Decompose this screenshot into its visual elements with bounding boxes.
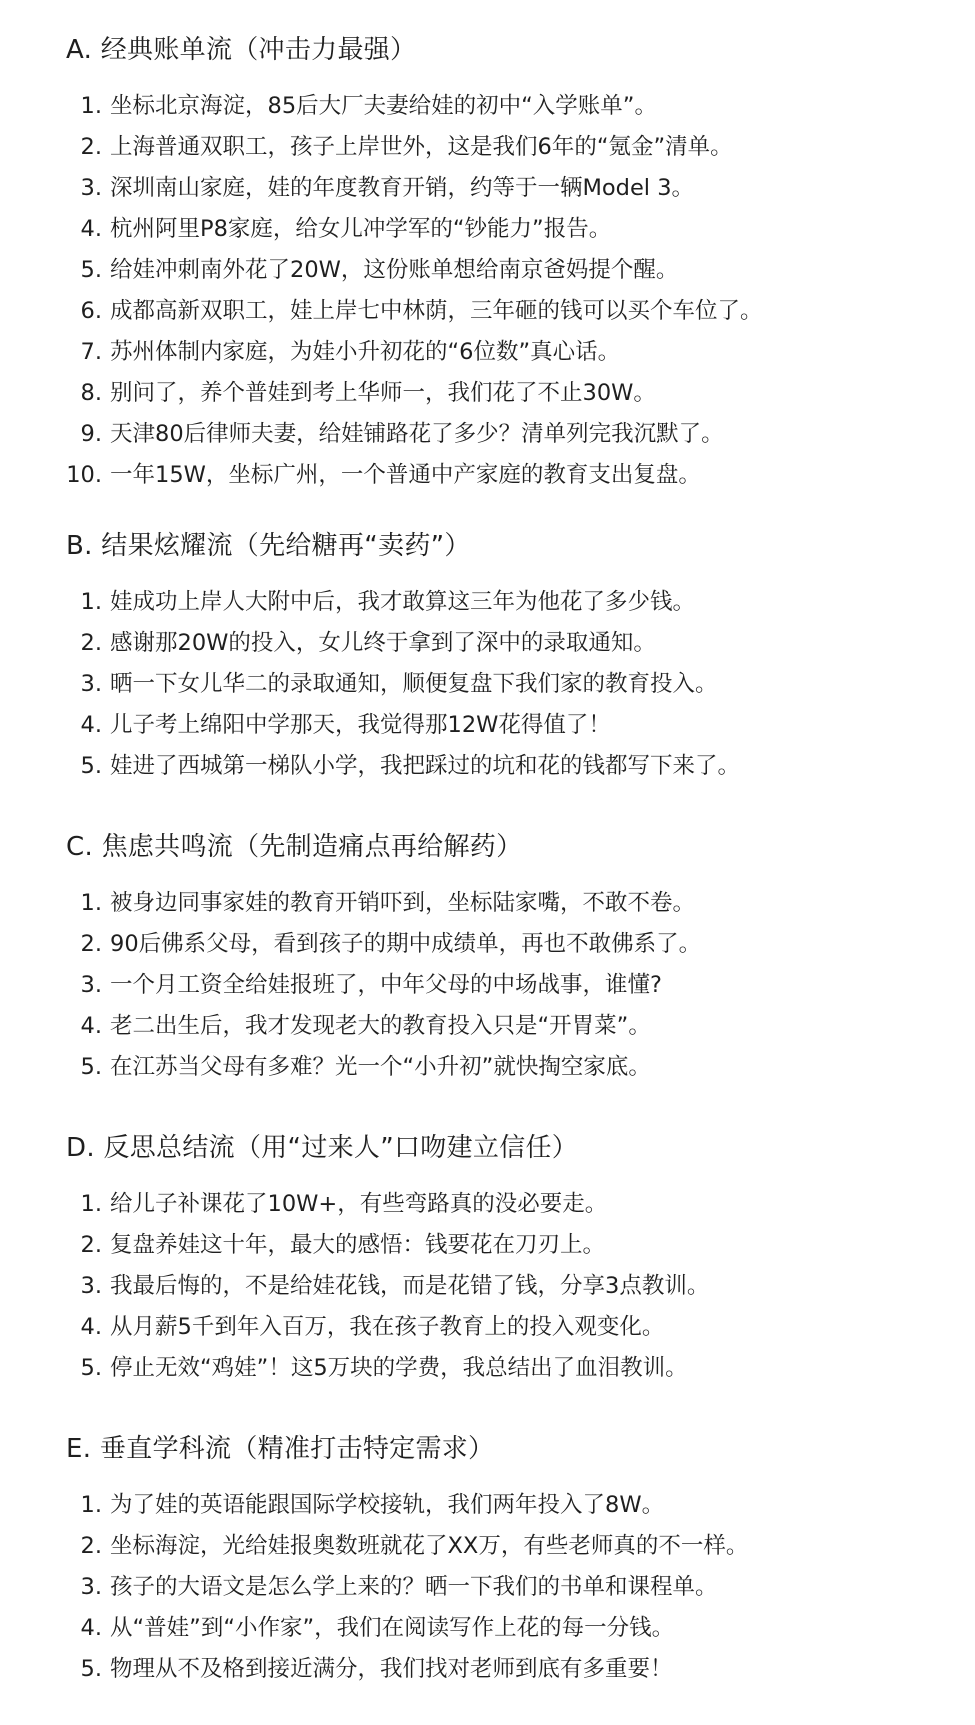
list-item: [66, 1567, 975, 1608]
item-text: 上海普通双职工，孩子上岸世外，这是我们6年的“氪金”清单。: [110, 134, 733, 160]
list-item: [66, 1266, 975, 1307]
list-item: [66, 965, 975, 1006]
section-b: [66, 524, 975, 825]
item-number: 1.: [80, 93, 102, 119]
item-text: 90后佛系父母，看到孩子的期中成绩单，再也不敢佛系了。: [110, 931, 702, 957]
item-number: 10.: [66, 462, 102, 488]
item-number: 5.: [80, 753, 102, 779]
item-text: 一个月工资全给娃报班了，中年父母的中场战事，谁懂?: [110, 972, 662, 998]
item-number: 4.: [80, 1314, 102, 1340]
item-text: 物理从不及格到接近满分，我们找对老师到底有多重要！: [110, 1656, 673, 1682]
item-text: 给娃冲刺南外花了20W，这份账单想给南京爸妈提个醒。: [110, 257, 679, 283]
list-item: [66, 455, 975, 496]
item-list: [66, 1485, 975, 1690]
list-item: [66, 291, 975, 332]
item-number: 5.: [80, 257, 102, 283]
item-text: 苏州体制内家庭，为娃小升初花的“6位数”真心话。: [110, 339, 621, 365]
item-list: [66, 883, 975, 1088]
list-item: [66, 1225, 975, 1266]
item-number: 2.: [80, 931, 102, 957]
item-number: 4.: [80, 216, 102, 242]
item-number: 1.: [80, 1191, 102, 1217]
list-item: [66, 373, 975, 414]
item-text: 老二出生后，我才发现老大的教育投入只是“开胃菜”。: [110, 1013, 651, 1039]
list-item: [66, 705, 975, 746]
item-text: 停止无效“鸡娃”！这5万块的学费，我总结出了血泪教训。: [110, 1355, 688, 1381]
item-number: 2.: [80, 1232, 102, 1258]
item-text: 从月薪5千到年入百万，我在孩子教育上的投入观变化。: [110, 1314, 665, 1340]
list-item: [66, 1047, 975, 1088]
list-item: [66, 1526, 975, 1567]
item-number: 8.: [80, 380, 102, 406]
item-text: 孩子的大语文是怎么学上来的？晒一下我们的书单和课程单。: [110, 1574, 718, 1600]
item-text: 被身边同事家娃的教育开销吓到，坐标陆家嘴，不敢不卷。: [110, 890, 696, 916]
item-text: 儿子考上绵阳中学那天，我觉得那12W花得值了！: [110, 712, 611, 738]
list-item: [66, 1485, 975, 1526]
item-list: [66, 86, 975, 496]
item-text: 别问了，养个普娃到考上华师一，我们花了不止30W。: [110, 380, 656, 406]
section-e: [66, 1427, 975, 1682]
item-text: 杭州阿里P8家庭，给女儿冲学军的“钞能力”报告。: [110, 216, 612, 242]
item-text: 娃成功上岸人大附中后，我才敢算这三年为他花了多少钱。: [110, 589, 696, 615]
list-item: [66, 664, 975, 705]
list-item: [66, 1184, 975, 1225]
item-number: 1.: [80, 589, 102, 615]
section-title: E. 垂直学科流（精准打击特定需求）: [66, 1434, 495, 1464]
item-text: 给儿子补课花了10W+，有些弯路真的没必要走。: [110, 1191, 608, 1217]
list-item: [66, 127, 975, 168]
item-number: 1.: [80, 890, 102, 916]
list-item: [66, 168, 975, 209]
item-number: 5.: [80, 1355, 102, 1381]
item-number: 7.: [80, 339, 102, 365]
item-number: 1.: [80, 1492, 102, 1518]
list-item: [66, 250, 975, 291]
list-item: [66, 332, 975, 373]
item-number: 4.: [80, 712, 102, 738]
item-text: 感谢那20W的投入，女儿终于拿到了深中的录取通知。: [110, 630, 656, 656]
item-text: 坐标海淀，光给娃报奥数班就花了XX万，有些老师真的不一样。: [110, 1533, 749, 1559]
item-number: 3.: [80, 671, 102, 697]
list-item: [66, 1348, 975, 1389]
list-item: [66, 414, 975, 455]
item-number: 3.: [80, 1273, 102, 1299]
item-number: 3.: [80, 1574, 102, 1600]
section-c: [66, 825, 975, 1126]
item-number: 4.: [80, 1013, 102, 1039]
section-title: C. 焦虑共鸣流（先制造痛点再给解药）: [66, 832, 523, 862]
item-text: 一年15W，坐标广州，一个普通中产家庭的教育支出复盘。: [110, 462, 701, 488]
list-item: [66, 582, 975, 623]
item-text: 在江苏当父母有多难？光一个“小升初”就快掏空家底。: [110, 1054, 651, 1080]
list-item: [66, 623, 975, 664]
list-item: [66, 746, 975, 787]
section-title: D. 反思总结流（用“过来人”口吻建立信任）: [66, 1133, 579, 1163]
list-item: [66, 1006, 975, 1047]
list-item: [66, 1649, 975, 1690]
list-item: [66, 883, 975, 924]
list-item: [66, 209, 975, 250]
item-number: 2.: [80, 630, 102, 656]
section-title: B. 结果炫耀流（先给糖再“卖药”）: [66, 531, 471, 561]
item-text: 晒一下女儿华二的录取通知，顺便复盘下我们家的教育投入。: [110, 671, 718, 697]
item-number: 3.: [80, 175, 102, 201]
item-number: 2.: [80, 1533, 102, 1559]
item-text: 深圳南山家庭，娃的年度教育开销，约等于一辆Model 3。: [110, 175, 695, 201]
item-number: 2.: [80, 134, 102, 160]
item-number: 4.: [80, 1615, 102, 1641]
item-number: 6.: [80, 298, 102, 324]
list-item: [66, 924, 975, 965]
list-item: [66, 86, 975, 127]
item-text: 我最后悔的，不是给娃花钱，而是花错了钱，分享3点教训。: [110, 1273, 710, 1299]
item-number: 5.: [80, 1054, 102, 1080]
item-text: 娃进了西城第一梯队小学，我把踩过的坑和花的钱都写下来了。: [110, 753, 741, 779]
section-a: [66, 28, 975, 524]
item-list: [66, 582, 975, 787]
item-text: 复盘养娃这十年，最大的感悟：钱要花在刀刃上。: [110, 1232, 606, 1258]
item-list: [66, 1184, 975, 1389]
item-text: 天津80后律师夫妻，给娃铺路花了多少？清单列完我沉默了。: [110, 421, 724, 447]
item-number: 3.: [80, 972, 102, 998]
item-text: 从“普娃”到“小作家”，我们在阅读写作上花的每一分钱。: [110, 1615, 675, 1641]
item-text: 为了娃的英语能跟国际学校接轨，我们两年投入了8W。: [110, 1492, 665, 1518]
item-number: 9.: [80, 421, 102, 447]
item-number: 5.: [80, 1656, 102, 1682]
list-item: [66, 1608, 975, 1649]
list-item: [66, 1307, 975, 1348]
item-text: 坐标北京海淀，85后大厂夫妻给娃的初中“入学账单”。: [110, 93, 657, 119]
section-title: A. 经典账单流（冲击力最强）: [66, 35, 417, 65]
item-text: 成都高新双职工，娃上岸七中林荫，三年砸的钱可以买个车位了。: [110, 298, 763, 324]
section-d: [66, 1126, 975, 1427]
